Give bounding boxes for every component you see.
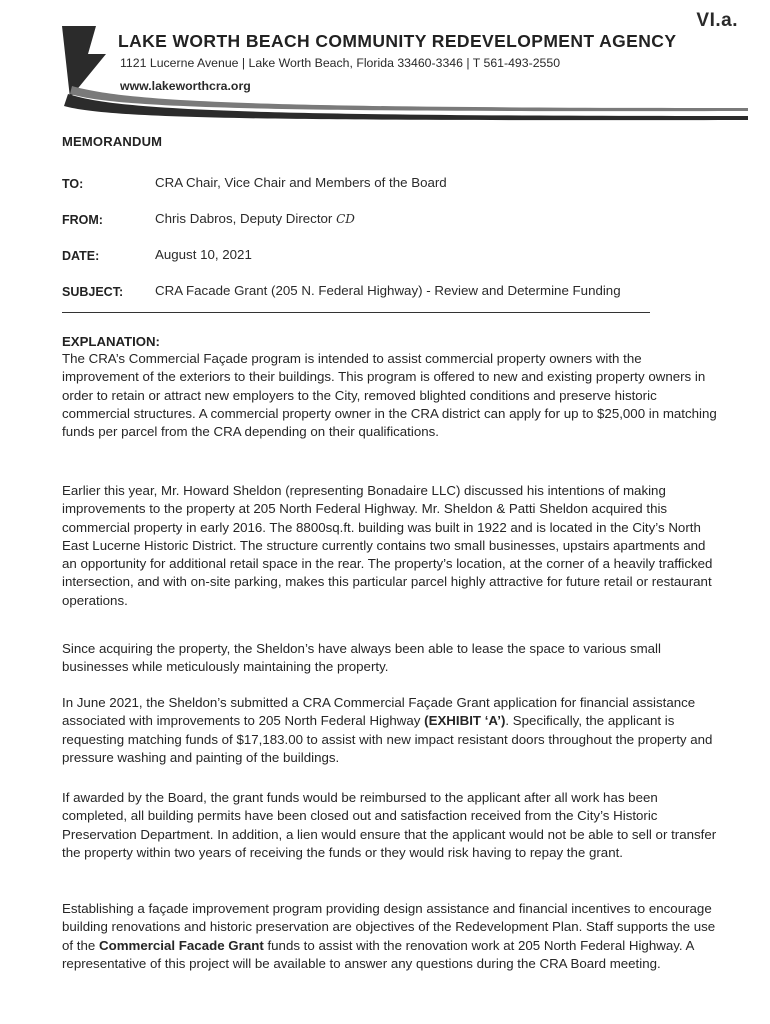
date-label: DATE: <box>62 249 100 263</box>
from-label: FROM: <box>62 213 103 227</box>
memo-heading: MEMORANDUM <box>62 134 163 149</box>
to-value: CRA Chair, Vice Chair and Members of the Board <box>155 175 447 190</box>
from-value: Chris Dabros, Deputy Director <box>155 211 333 226</box>
agency-name: LAKE WORTH BEACH COMMUNITY REDEVELOPMENT AGENCY <box>118 31 677 51</box>
paragraph-grant-request <box>62 694 722 767</box>
paragraph-property-background: Earlier this year, Mr. Howard Sheldon (representing Bonadaire LLC) discussed his intentions of making improvements to the property at 205 North Federal Highway. Mr. Sheldon & Patti Sheldon acquired this commercial property in early 2016. The 8800sq.ft. building was built in 1922 and is located in the City’s North East Lucerne Historic District. The structure currently contains two small businesses, upstairs apartments and an opportunity for additional retail space in the rear. The property’s location, at the corner of a heavily trafficked intersection, and with on-site parking, makes this particular parcel highly attractive for future retail or restaurant operations. <box>62 483 713 608</box>
header-divider <box>62 312 650 313</box>
grant-program-name: Commercial Facade Grant <box>98 937 264 953</box>
to-label: TO: <box>62 177 84 191</box>
recommendation-text-cont: funds to assist with the renovation work at 205 North Federal Highway. A representative of this project will be available to answer any questions during the CRA Board meeting. <box>62 937 694 971</box>
subject-label: SUBJECT: <box>62 285 124 299</box>
from-initials: CD <box>336 212 355 226</box>
paragraph-staff-recommendation <box>62 900 722 973</box>
paragraph-reimbursement-terms: If awarded by the Board, the grant funds would be reimbursed to the applicant after all work has been completed, all building permits have been closed out and satisfaction received from the City’s Historic Preservation Department. In addition, a lien would ensure that the applicant would not be able to sell or transfer the property within two years of receiving the funds or they would risk having to repay the grant. <box>62 790 717 860</box>
agency-address: 1121 Lucerne Avenue | Lake Worth Beach, Florida 33460-3346 | T 561-493-2550 <box>120 56 561 70</box>
exhibit-reference: (EXHIBIT ‘A’) <box>424 713 506 729</box>
agency-website: www.lakeworthcra.org <box>120 79 251 93</box>
recommendation-text: Establishing a façade improvement program providing design assistance and financial incentives to encourage building renovations and historic preservation are objectives of the Redevelopment Plan. Staff supports the use of the <box>62 901 716 953</box>
grant-request-text: In June 2021, the Sheldon’s submitted a CRA Commercial Façade Grant application for financial assistance associated with improvements to 205 North Federal Highway <box>62 695 696 729</box>
from-line <box>155 211 355 226</box>
grant-request-text-cont: . Specifically, the applicant is requesting matching funds of $17,183.00 to assist with new impact resistant doors throughout the property and pressure washing and painting of the buildings. <box>62 713 713 765</box>
explanation-heading: EXPLANATION: <box>62 334 160 349</box>
subject-value: CRA Facade Grant (205 N. Federal Highway) - Review and Determine Funding <box>155 283 621 298</box>
paragraph-program-overview: The CRA’s Commercial Façade program is intended to assist commercial property owners with the improvement of the exteriors to their buildings. This program is offered to new and existing property owners in order to retain or attract new employers to the City, removed blighted conditions and preserve historic commercial structures. A commercial property owner in the CRA district can apply for up to $25,000 in matching funds per parcel from the CRA depending on their qualifications. <box>62 351 717 440</box>
paragraph-leasing-history: Since acquiring the property, the Sheldon’s have always been able to lease the space to various small businesses while meticulously maintaining the property. <box>62 641 661 675</box>
date-value: August 10, 2021 <box>155 247 252 262</box>
agenda-item-tag: VI.a. <box>696 10 738 31</box>
